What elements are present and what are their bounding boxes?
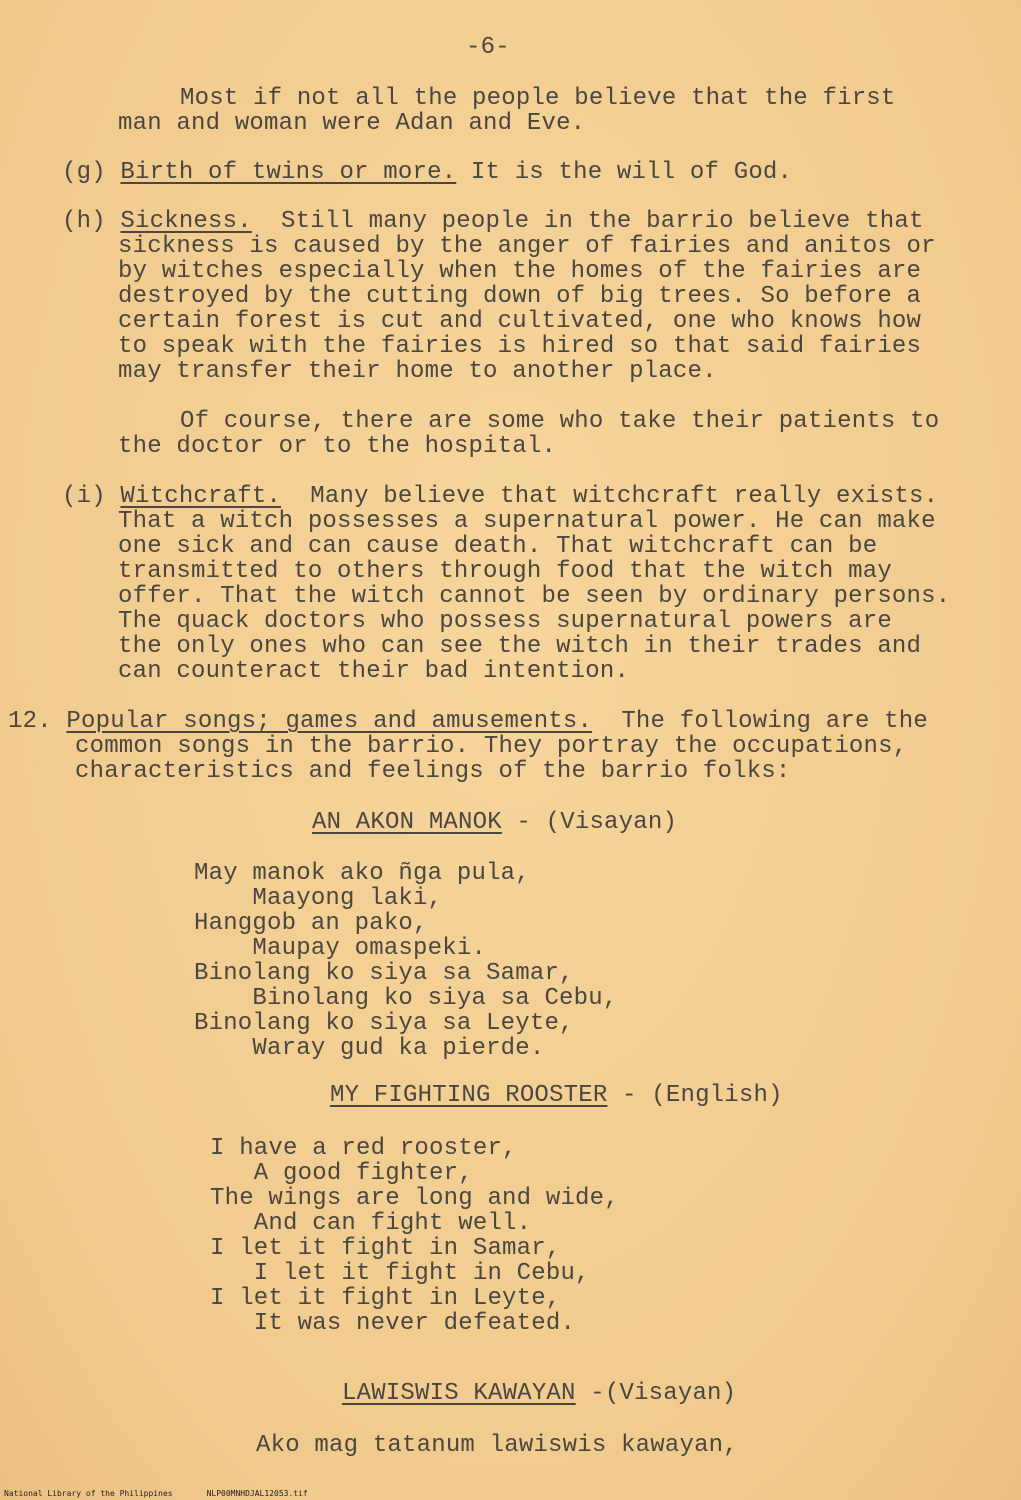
song-title-line <box>330 1083 783 1108</box>
item-marker: (i) <box>62 483 106 510</box>
song-line: May manok ako ñga pula, <box>194 860 530 887</box>
paragraph-line: by witches especially when the homes of the fairies are <box>118 258 922 285</box>
song-line: I let it fight in Samar, <box>210 1235 561 1262</box>
song-line: Maupay omaspeki. <box>194 935 487 962</box>
paragraph-line: may transfer their home to another place. <box>118 358 717 385</box>
paragraph-line: certain forest is cut and cultivated, one who knows how <box>118 308 922 335</box>
section-heading: Popular songs; games and amusements. <box>66 708 593 735</box>
paragraph-line: one sick and can cause death. That witchcraft can be <box>118 533 878 560</box>
song-line: Binolang ko siya sa Samar, <box>194 960 574 987</box>
song-line: I let it fight in Cebu, <box>210 1260 590 1287</box>
paragraph-line: destroyed by the cutting down of big trees. So before a <box>118 283 922 310</box>
paragraph-line: can counteract their bad intention. <box>118 658 630 685</box>
paragraph-line: common songs in the barrio. They portray the occupations, <box>75 733 908 760</box>
song-title: MY FIGHTING ROOSTER <box>330 1082 608 1109</box>
paragraph-line: the only ones who can see the witch in their trades and <box>118 633 922 660</box>
item-heading: Birth of twins or more. <box>120 159 457 186</box>
section-text: The following are the <box>592 708 928 735</box>
section-12-heading <box>8 709 928 734</box>
song-language: - (Visayan) <box>501 809 678 836</box>
song-line: Binolang ko siya sa Cebu, <box>194 985 618 1012</box>
footer-library: National Library of the Philippines <box>4 1489 173 1498</box>
paragraph-line: sickness is caused by the anger of fairies and anitos or <box>118 233 936 260</box>
item-heading: Sickness. <box>120 208 252 235</box>
item-marker: (h) <box>62 208 106 235</box>
item-g <box>62 160 792 185</box>
section-number: 12. <box>8 708 52 735</box>
item-h <box>62 209 924 234</box>
song-line: The wings are long and wide, <box>210 1185 619 1212</box>
song-line: Ako mag tatanum lawiswis kawayan, <box>256 1432 738 1459</box>
song-line: Hanggob an pako, <box>194 910 428 937</box>
song-title-line <box>342 1381 736 1406</box>
song-title: AN AKON MANOK <box>312 809 502 836</box>
item-i <box>62 484 938 509</box>
song-line: Waray gud ka pierde. <box>194 1035 545 1062</box>
item-text: Still many people in the barrio believe that <box>251 208 924 235</box>
paragraph-line: Of course, there are some who take their patients to <box>180 408 940 435</box>
paragraph-line: The quack doctors who possess supernatural powers are <box>118 608 892 635</box>
song-language: -(Visayan) <box>575 1380 737 1407</box>
song-line: Maayong laki, <box>194 885 443 912</box>
paragraph-line: to speak with the fairies is hired so that said fairies <box>118 333 922 360</box>
paragraph-line: man and woman were Adan and Eve. <box>118 110 586 137</box>
paragraph-line: transmitted to others through food that the witch may <box>118 558 892 585</box>
item-heading: Witchcraft. <box>120 483 282 510</box>
song-line: Binolang ko siya sa Leyte, <box>194 1010 574 1037</box>
song-line: It was never defeated. <box>210 1310 576 1337</box>
scan-footer <box>4 1489 342 1499</box>
paragraph-line: offer. That the witch cannot be seen by ordinary persons. <box>118 583 951 610</box>
page-number: -6- <box>466 34 510 61</box>
item-text: Many believe that witchcraft really exists. <box>281 483 939 510</box>
item-text: It is the will of God. <box>456 159 793 186</box>
song-line: I let it fight in Leyte, <box>210 1285 561 1312</box>
song-line: A good fighter, <box>210 1160 473 1187</box>
item-marker: (g) <box>62 159 106 186</box>
song-line: And can fight well. <box>210 1210 532 1237</box>
paragraph-line: Most if not all the people believe that the first <box>180 85 896 112</box>
paragraph-line: That a witch possesses a supernatural power. He can make <box>118 508 936 535</box>
paragraph-line: the doctor or to the hospital. <box>118 433 557 460</box>
song-title-line <box>312 810 677 835</box>
song-language: - (English) <box>607 1082 783 1109</box>
song-title: LAWISWIS KAWAYAN <box>342 1380 576 1407</box>
paragraph-line: characteristics and feelings of the barrio folks: <box>75 758 791 785</box>
footer-filename: NLP00MNHDJAL12053.tif <box>206 1489 308 1498</box>
song-line: I have a red rooster, <box>210 1135 517 1162</box>
